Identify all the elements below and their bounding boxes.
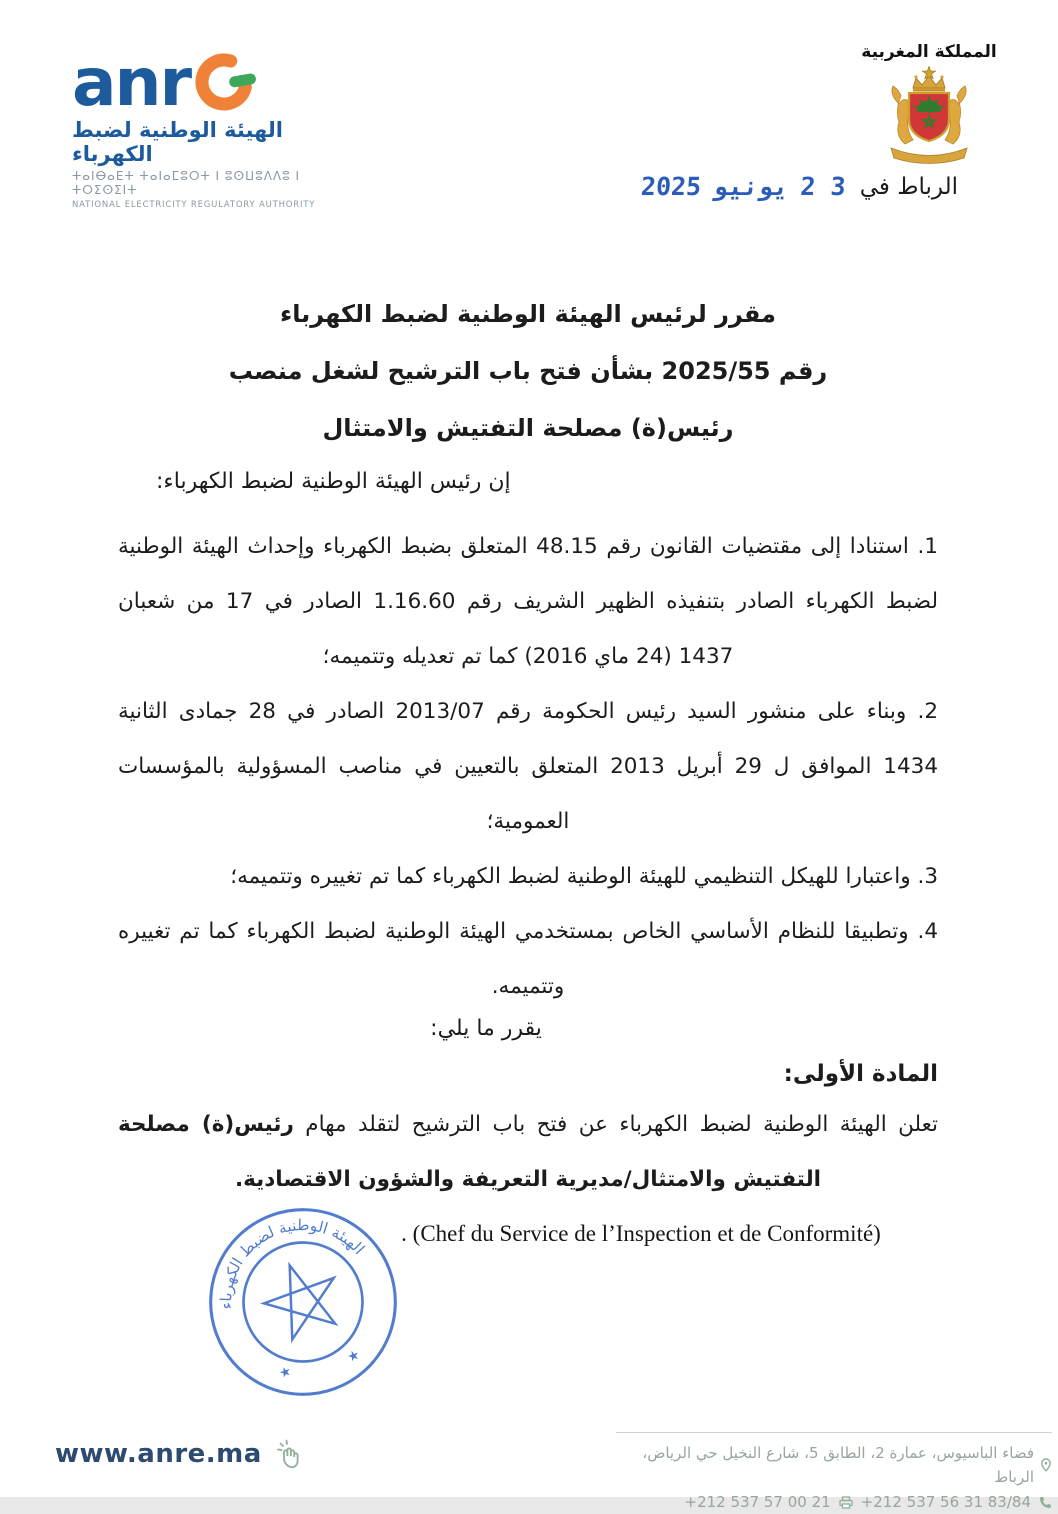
title-line-1: مقرر لرئيس الهيئة الوطنية لضبط الكهرباء	[279, 300, 777, 328]
footer-website	[55, 1438, 308, 1470]
document-title	[118, 286, 938, 457]
stamp-text: الهيئة الوطنية لضبط الكهرباء	[217, 1216, 368, 1310]
article-1-text-normal: تعلن الهيئة الوطنية لضبط الكهرباء عن فتح باب الترشيح لتقلد مهام	[293, 1112, 938, 1137]
item-text: واعتبارا للهيكل التنظيمي للهيئة الوطنية لضبط الكهرباء كما تم تغييره وتتميمه؛	[230, 864, 911, 889]
date-year: 2025	[640, 172, 703, 201]
item-number: 4.	[917, 919, 938, 944]
phone-number-1: +212 537 56 31 83/84	[860, 1493, 1031, 1511]
location-pin-icon	[1040, 1458, 1052, 1472]
anre-tifinagh-name: ⵜⴰⵏⴱⴰⴹⵜ ⵜⴰⵏⴰⵎⵓⵔⵜ ⵏ ⵓⵙⵡⵓⴷⴷⵓ ⵏ ⵜⵔⵉⵙⵉⵏⵜ	[72, 169, 301, 197]
stamp-star-2: ★	[345, 1347, 363, 1366]
stamp-pentagram	[255, 1253, 349, 1345]
website-url: www.anre.ma	[55, 1439, 262, 1469]
french-title-line: . (Chef du Service de l’Inspection et de Conformité)	[401, 1221, 881, 1246]
dateline	[641, 172, 958, 201]
decision-intro: يقرر ما يلي:	[430, 1016, 542, 1041]
address-line	[616, 1441, 1052, 1489]
article-1-heading: المادة الأولى:	[783, 1061, 938, 1087]
phone-icon	[1039, 1496, 1052, 1509]
item-text: وتطبيقا للنظام الأساسي الخاص بمستخدمي الهيئة الوطنية لضبط الكهرباء كما تم تغييره وتتميمه.	[118, 919, 909, 999]
item-text: استنادا إلى مقتضيات القانون رقم 48.15 المتعلق بضبط الكهرباء وإحداث الهيئة الوطنية لضبط الكهرباء الصادر بتنفيذه الظهير الشريف رقم 1.16.60 الصادر في 17 من شعبان 1437 (24 ماي 2016) كما تم تعديله وتتميمه؛	[118, 534, 938, 669]
anre-logo	[72, 44, 372, 210]
date-stamp	[640, 172, 847, 201]
item-number: 2.	[917, 699, 939, 724]
anre-english-name: NATIONAL ELECTRICITY REGULATORY AUTHORITY	[72, 200, 316, 210]
consideration-item	[118, 849, 938, 904]
footer-address-block	[616, 1432, 1052, 1514]
consideration-item	[118, 684, 938, 849]
item-number: 1.	[917, 534, 938, 559]
title-line-2: رقم 2025/55 بشأن فتح باب الترشيح لشغل منصب	[228, 357, 828, 385]
anre-e-mark-icon	[192, 48, 256, 112]
phone-line	[616, 1490, 1052, 1514]
date-month: يونيو	[712, 172, 790, 201]
kingdom-title: المملكة المغربية	[861, 42, 997, 62]
anre-wordmark: anr	[72, 44, 191, 121]
kingdom-block	[834, 42, 1024, 172]
address-text: فضاء الباسيوس، عمارة 2، الطابق 5، شارع النخيل حي الرياض، الرباط	[642, 1444, 1034, 1486]
morocco-coat-of-arms-icon	[834, 64, 1024, 172]
intro-line: إن رئيس الهيئة الوطنية لضبط الكهرباء:	[156, 469, 511, 494]
consideration-item	[118, 519, 938, 684]
article-1-text	[118, 1097, 938, 1207]
phone-number-2: +212 537 57 00 21	[684, 1493, 831, 1511]
date-day: 2 3	[799, 172, 847, 201]
fax-icon	[839, 1496, 853, 1509]
item-number: 3.	[917, 864, 938, 889]
document-body	[118, 286, 938, 1247]
anre-arabic-name: الهيئة الوطنية لضبط الكهرباء	[72, 118, 283, 166]
item-text: وبناء على منشور السيد رئيس الحكومة رقم 2013/07 الصادر في 28 جمادى الثانية 1434 الموافق ل 29 أبريل 2013 المتعلق بالتعيين في مناصب المسؤولية بالمؤسسات العمومية؛	[118, 699, 939, 834]
place-label: الرباط في	[859, 173, 958, 200]
considerations-list	[118, 519, 938, 1014]
stamp-star: ★	[277, 1363, 294, 1382]
article-1-text-bold: رئيس(ة) مصلحة التفتيش والامتثال/مديرية التعريفة والشؤون الاقتصادية.	[118, 1112, 822, 1192]
click-hand-icon	[276, 1438, 308, 1470]
consideration-item	[118, 904, 938, 1014]
title-line-3: رئيس(ة) مصلحة التفتيش والامتثال	[322, 414, 734, 442]
